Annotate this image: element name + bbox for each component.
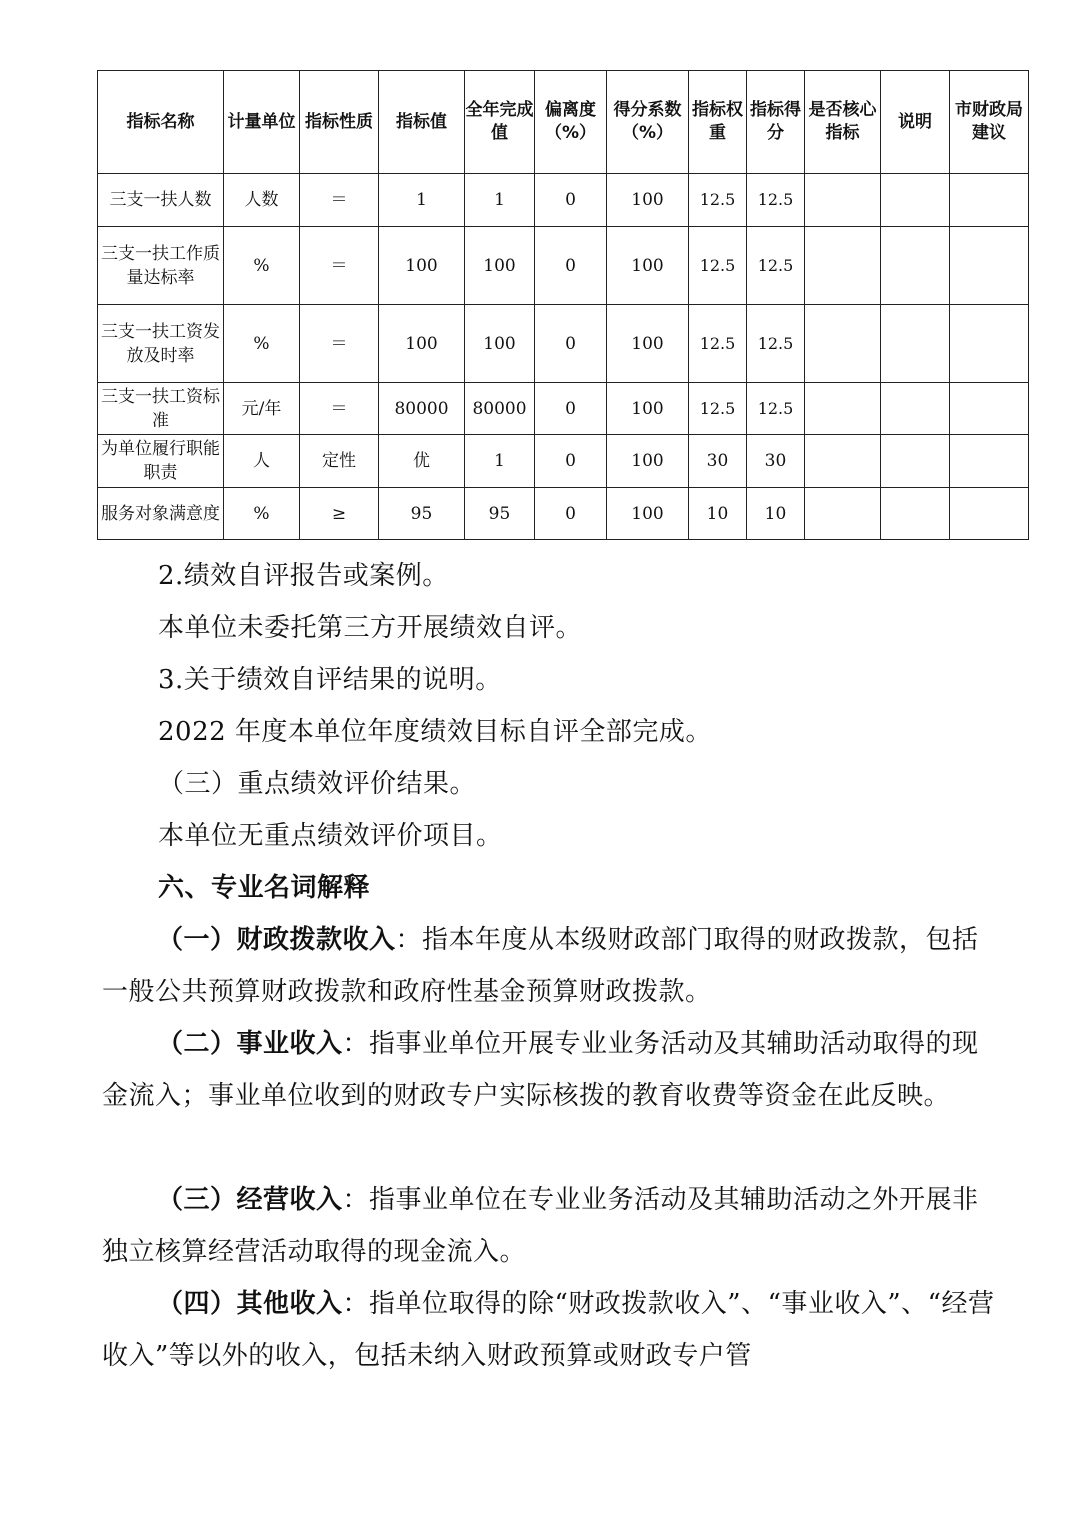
paragraph-goals-complete: 2022 年度本单位年度绩效目标自评全部完成。 (158, 717, 712, 747)
table-row (98, 174, 1029, 227)
cell-core (805, 488, 881, 540)
cell-weight: 12.5 (689, 227, 747, 305)
cell-weight: 10 (689, 488, 747, 540)
cell-name: 三支一扶工资发放及时率 (98, 305, 224, 383)
paragraph-key-eval-heading: （三）重点绩效评价结果。 (158, 769, 477, 799)
cell-name: 三支一扶工作质量达标率 (98, 227, 224, 305)
cell-unit: 人数 (224, 174, 300, 227)
table-row (98, 488, 1029, 540)
cell-unit: 元/年 (224, 383, 300, 435)
cell-note (881, 488, 950, 540)
cell-actual: 1 (465, 435, 535, 488)
table-row (98, 383, 1029, 435)
header-actual: 全年完成值 (465, 71, 535, 174)
definition-text: ：指本年度从本级财政部门取得的财政拨款，包括一般公共预算财政拨款和政府性基金预算财政拨款。 (102, 925, 979, 1007)
cell-coef: 100 (607, 174, 689, 227)
cell-nature: ＝ (300, 305, 379, 383)
cell-core (805, 435, 881, 488)
cell-advice (950, 435, 1029, 488)
cell-deviation: 0 (535, 174, 607, 227)
cell-score: 30 (747, 435, 805, 488)
cell-advice (950, 227, 1029, 305)
cell-target: 80000 (379, 383, 465, 435)
cell-nature: ＝ (300, 174, 379, 227)
definition-business-income (102, 1018, 995, 1122)
cell-score: 12.5 (747, 174, 805, 227)
cell-name: 三支一扶人数 (98, 174, 224, 227)
paragraph-result-explanation: 3.关于绩效自评结果的说明。 (158, 665, 502, 695)
cell-nature: ＝ (300, 227, 379, 305)
header-note: 说明 (881, 71, 950, 174)
definition-fiscal-appropriation (102, 914, 995, 1018)
cell-deviation: 0 (535, 383, 607, 435)
cell-deviation: 0 (535, 488, 607, 540)
cell-name: 三支一扶工资标准 (98, 383, 224, 435)
header-weight: 指标权重 (689, 71, 747, 174)
cell-note (881, 174, 950, 227)
header-coef: 得分系数（%） (607, 71, 689, 174)
header-indicator-name: 指标名称 (98, 71, 224, 174)
cell-name: 服务对象满意度 (98, 488, 224, 540)
section-heading-terms: 六、专业名词解释 (158, 873, 371, 903)
cell-deviation: 0 (535, 227, 607, 305)
definition-text: ：指事业单位在专业业务活动及其辅助活动之外开展非独立核算经营活动取得的现金流入。 (102, 1185, 979, 1267)
cell-actual: 100 (465, 305, 535, 383)
cell-advice (950, 305, 1029, 383)
definition-label: （三）经营收入 (157, 1185, 343, 1215)
cell-coef: 100 (607, 435, 689, 488)
table-header-row (98, 71, 1029, 174)
header-score: 指标得分 (747, 71, 805, 174)
cell-actual: 80000 (465, 383, 535, 435)
cell-unit: 人 (224, 435, 300, 488)
cell-note (881, 227, 950, 305)
cell-advice (950, 174, 1029, 227)
cell-score: 12.5 (747, 383, 805, 435)
table-row (98, 435, 1029, 488)
header-deviation: 偏离度（%） (535, 71, 607, 174)
cell-target: 100 (379, 227, 465, 305)
cell-nature: 定性 (300, 435, 379, 488)
cell-weight: 12.5 (689, 174, 747, 227)
cell-note (881, 305, 950, 383)
paragraph-self-eval-report: 2.绩效自评报告或案例。 (158, 561, 449, 591)
definition-label: （四）其他收入 (157, 1289, 343, 1319)
header-core: 是否核心指标 (805, 71, 881, 174)
cell-score: 12.5 (747, 305, 805, 383)
definition-other-income (102, 1278, 995, 1382)
cell-coef: 100 (607, 383, 689, 435)
cell-actual: 95 (465, 488, 535, 540)
cell-name: 为单位履行职能职责 (98, 435, 224, 488)
cell-target: 100 (379, 305, 465, 383)
cell-note (881, 383, 950, 435)
header-target: 指标值 (379, 71, 465, 174)
table-row (98, 305, 1029, 383)
cell-core (805, 227, 881, 305)
cell-actual: 1 (465, 174, 535, 227)
cell-deviation: 0 (535, 305, 607, 383)
header-nature: 指标性质 (300, 71, 379, 174)
cell-target: 95 (379, 488, 465, 540)
definition-label: （二）事业收入 (157, 1029, 343, 1059)
cell-unit: % (224, 305, 300, 383)
definition-text: ：指事业单位开展专业业务活动及其辅助活动取得的现金流入；事业单位收到的财政专户实际核拨的教育收费等资金在此反映。 (102, 1029, 979, 1111)
cell-weight: 12.5 (689, 305, 747, 383)
cell-note (881, 435, 950, 488)
cell-weight: 12.5 (689, 383, 747, 435)
header-advice: 市财政局建议 (950, 71, 1029, 174)
cell-coef: 100 (607, 305, 689, 383)
table-row (98, 227, 1029, 305)
cell-core (805, 383, 881, 435)
cell-advice (950, 383, 1029, 435)
cell-weight: 30 (689, 435, 747, 488)
cell-score: 10 (747, 488, 805, 540)
header-unit: 计量单位 (224, 71, 300, 174)
cell-core (805, 305, 881, 383)
cell-deviation: 0 (535, 435, 607, 488)
cell-target: 1 (379, 174, 465, 227)
cell-score: 12.5 (747, 227, 805, 305)
definition-text: ：指单位取得的除“财政拨款收入”、“事业收入”、“经营收入”等以外的收入，包括未纳入财政预算或财政专户管 (102, 1289, 995, 1371)
paragraph-no-key-eval: 本单位无重点绩效评价项目。 (158, 821, 503, 851)
cell-unit: % (224, 488, 300, 540)
cell-target: 优 (379, 435, 465, 488)
cell-advice (950, 488, 1029, 540)
cell-coef: 100 (607, 227, 689, 305)
cell-core (805, 174, 881, 227)
cell-coef: 100 (607, 488, 689, 540)
cell-unit: % (224, 227, 300, 305)
cell-actual: 100 (465, 227, 535, 305)
cell-nature: ＝ (300, 383, 379, 435)
performance-table (97, 70, 1029, 540)
definition-operating-income (102, 1174, 995, 1278)
paragraph-no-third-party: 本单位未委托第三方开展绩效自评。 (158, 613, 583, 643)
definition-label: （一）财政拨款收入 (157, 925, 396, 955)
cell-nature: ≥ (300, 488, 379, 540)
